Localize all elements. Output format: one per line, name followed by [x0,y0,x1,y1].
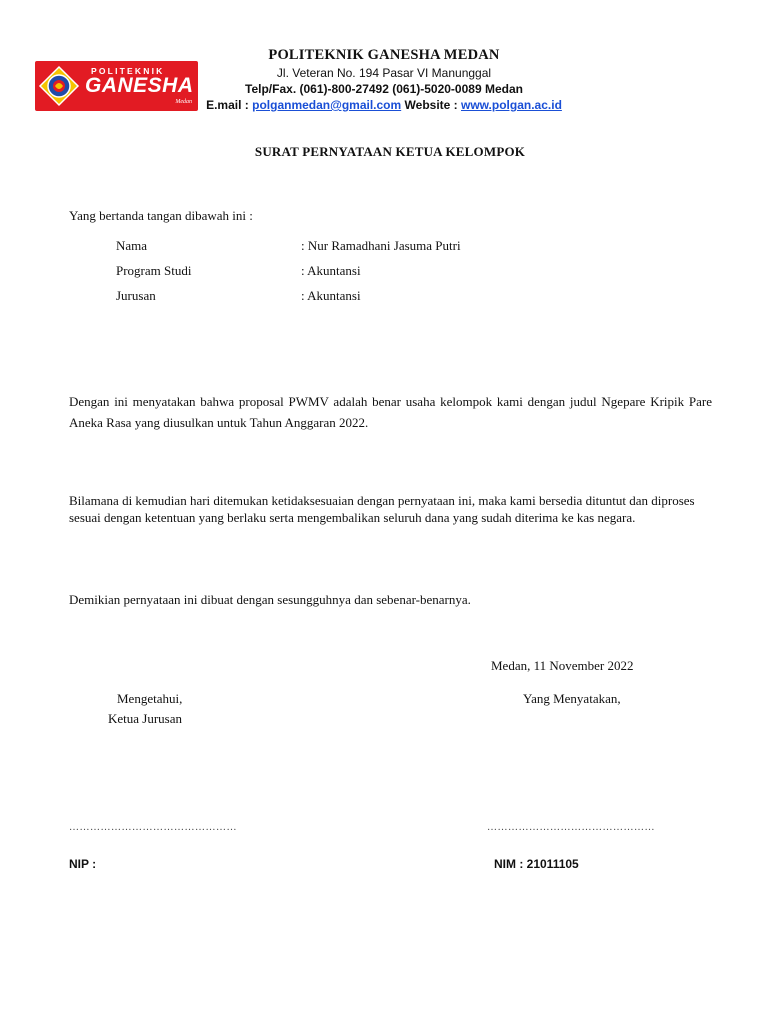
email-label: E.mail : [206,98,249,112]
email-link[interactable]: polganmedan@gmail.com [252,98,402,112]
head-of-department-label: Ketua Jurusan [108,711,183,726]
right-signature-line: ………………………………………… [487,822,655,833]
field-label-department: Jurusan [116,288,156,303]
website-label: Website : [404,98,458,112]
field-value-department: : Akuntansi [301,288,361,303]
field-value-name: : Nur Ramadhani Jasuma Putri [301,238,461,253]
website-link[interactable]: www.polgan.ac.id [461,98,562,112]
logo-tag-text: Medan [175,99,192,105]
institution-name: POLITEKNIK GANESHA MEDAN [268,47,500,63]
logo-brand-text: GANESHA [85,74,194,97]
closing-paragraph: Demikian pernyataan ini dibuat dengan sesungguhnya dan sebenar-benarnya. [69,592,471,607]
institution-contact [0,98,768,112]
acknowledged-label: Mengetahui, [117,691,183,706]
logo-small-text: POLITEKNIK [91,66,165,76]
field-label-study-program: Program Studi [116,263,192,278]
field-label-name: Nama [116,238,148,253]
liability-paragraph: Bilamana di kemudian hari ditemukan ketidaksesuaian dengan pernyataan ini, maka kami bersedia dituntut dan diproses sesuai dengan ketentuan yang berlaku serta mengembalikan seluruh dana yang sudah diterima ke kas negara. [69,493,695,525]
left-signature-line: ………………………………………… [69,822,237,833]
place-date: Medan, 11 November 2022 [491,658,634,673]
field-value-study-program: : Akuntansi [301,263,361,278]
institution-address: Jl. Veteran No. 194 Pasar VI Manunggal [276,66,492,80]
nim-value: NIM : 21011105 [494,857,579,871]
statement-paragraph: Dengan ini menyatakan bahwa proposal PWMV adalah benar usaha kelompok kami dengan judul Ngepare Kripik Pare Aneka Rasa yang diusulkan untuk Tahun Anggaran 2022. [69,394,712,430]
institution-phone: Telp/Fax. (061)-800-27492 (061)-5020-0089 Medan [245,82,523,96]
letter-title: SURAT PERNYATAAN KETUA KELOMPOK [254,144,526,159]
declarant-label: Yang Menyatakan, [523,691,621,706]
nip-label: NIP : [69,857,97,871]
letter-intro: Yang bertanda tangan dibawah ini : [69,208,253,223]
